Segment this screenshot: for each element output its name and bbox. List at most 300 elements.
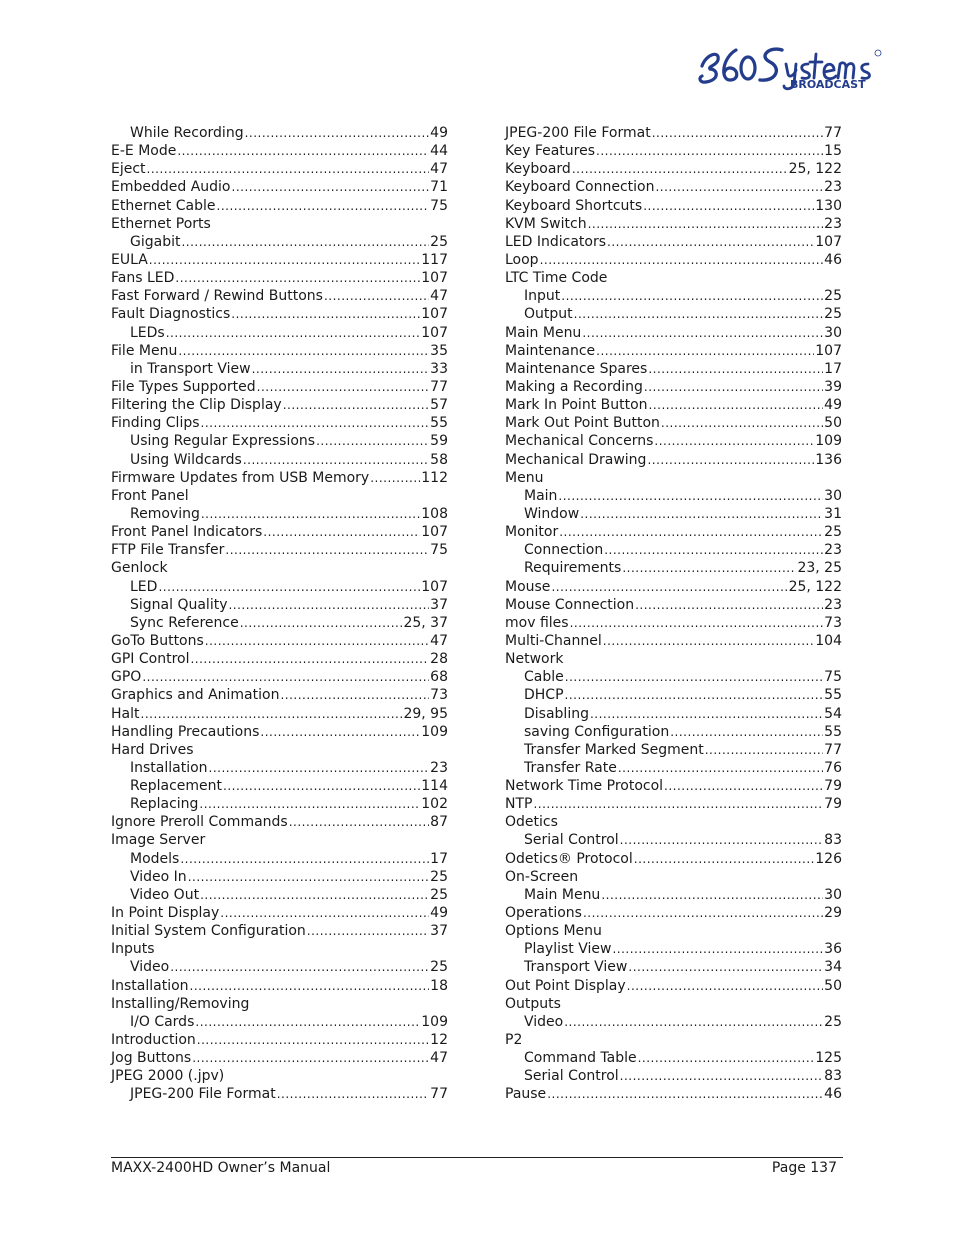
dot-leader: [289, 813, 429, 831]
index-entry: [111, 1031, 448, 1049]
index-entry: [505, 795, 842, 813]
index-entry: [111, 305, 448, 323]
index-entry: [505, 995, 842, 1013]
index-term: LEDs: [130, 324, 165, 341]
index-page-ref: 17: [430, 850, 448, 867]
index-entry: [111, 995, 448, 1013]
dot-leader: [648, 360, 823, 378]
index-entry: [111, 469, 448, 487]
index-page-ref: 102: [421, 796, 448, 813]
index-entry: [505, 632, 842, 650]
index-term: E-E Mode: [111, 143, 177, 160]
index-term: Video Out: [130, 886, 200, 903]
index-term: NTP: [505, 796, 533, 813]
index-term: Front Panel Indicators: [111, 524, 263, 541]
index-page-ref: 47: [430, 161, 448, 178]
index-term: Maintenance Spares: [505, 360, 648, 377]
dot-leader: [316, 432, 429, 450]
dot-leader: [655, 178, 823, 196]
index-subentry: [505, 958, 842, 976]
index-term: LED Indicators: [505, 233, 607, 250]
index-page-ref: 25, 122: [788, 578, 842, 595]
dot-leader: [370, 469, 420, 487]
index-subentry: [111, 578, 448, 596]
index-page-ref: 107: [421, 270, 448, 287]
index-term: JPEG-200 File Format: [130, 1086, 276, 1103]
index-page-ref: 107: [421, 524, 448, 541]
index-page-ref: 79: [824, 796, 842, 813]
index-term: Inputs: [111, 941, 155, 958]
index-subentry: [111, 777, 448, 795]
index-page-ref: 109: [421, 723, 448, 740]
dot-leader: [588, 215, 824, 233]
dot-leader: [190, 650, 429, 668]
index-entry: [111, 632, 448, 650]
index-term: Image Server: [111, 832, 206, 849]
dot-leader: [603, 632, 815, 650]
index-page-ref: 75: [824, 669, 842, 686]
dot-leader: [622, 559, 796, 577]
dot-leader: [644, 378, 823, 396]
index-entry: [505, 813, 842, 831]
index-page-ref: 44: [430, 143, 448, 160]
index-page-ref: 109: [421, 1013, 448, 1030]
index-term: Connection: [524, 542, 604, 559]
index-page-ref: 23: [824, 596, 842, 613]
dot-leader: [572, 160, 788, 178]
index-page-ref: 126: [815, 850, 842, 867]
index-page-ref: 112: [421, 469, 448, 486]
index-term: Window: [524, 505, 580, 522]
index-subentry: [505, 831, 842, 849]
index-page-ref: 75: [430, 542, 448, 559]
index-page-ref: 30: [824, 324, 842, 341]
dot-leader: [232, 178, 430, 196]
index-term: Jog Buttons: [111, 1050, 192, 1067]
index-entry: [505, 850, 842, 868]
dot-leader: [263, 523, 420, 541]
index-page-ref: 23: [824, 542, 842, 559]
index-page-ref: 114: [421, 778, 448, 795]
dot-leader: [245, 124, 430, 142]
index-term: Odetics® Protocol: [505, 850, 633, 867]
index-subentry: [505, 541, 842, 559]
index-entry: [505, 977, 842, 995]
index-entry: [505, 360, 842, 378]
dot-leader: [142, 668, 429, 686]
index-term: Fans LED: [111, 270, 175, 287]
index-entry: [505, 868, 842, 886]
index-term: Replacement: [130, 778, 222, 795]
index-term: Fault Diagnostics: [111, 306, 231, 323]
index-page-ref: 30: [824, 487, 842, 504]
dot-leader: [643, 197, 814, 215]
index-entry: [111, 523, 448, 541]
index-page-ref: 33: [430, 360, 448, 377]
index-entry: [505, 469, 842, 487]
index-term: Requirements: [524, 560, 622, 577]
dot-leader: [570, 614, 824, 632]
dot-leader: [561, 287, 823, 305]
dot-leader: [565, 668, 823, 686]
index-page-ref: 46: [824, 251, 842, 268]
index-term: JPEG-200 File Format: [505, 125, 651, 141]
dot-leader: [547, 1085, 823, 1103]
index-subentry: [505, 686, 842, 704]
index-term: Keyboard Shortcuts: [505, 197, 643, 214]
index-entry: [111, 414, 448, 432]
index-term: saving Configuration: [524, 723, 670, 740]
index-page-ref: 83: [824, 832, 842, 849]
dot-leader: [209, 759, 430, 777]
index-subentry: [111, 451, 448, 469]
index-page-ref: 107: [421, 306, 448, 323]
index-subentry: [111, 124, 448, 142]
index-subentry: [505, 559, 842, 577]
index-term: Loop: [505, 251, 539, 268]
dot-leader: [283, 396, 429, 414]
index-entry: [505, 215, 842, 233]
index-subentry: [111, 850, 448, 868]
index-entry: [505, 614, 842, 632]
index-term: Mark Out Point Button: [505, 415, 660, 432]
index-page-ref: 136: [815, 451, 842, 468]
dot-leader: [223, 777, 420, 795]
index-term: Mouse: [505, 578, 551, 595]
index-entry: [111, 142, 448, 160]
dot-leader: [197, 1031, 429, 1049]
index-subentry: [111, 795, 448, 813]
index-term: Disabling: [524, 705, 589, 722]
index-term: Embedded Audio: [111, 179, 231, 196]
dot-leader: [257, 378, 430, 396]
index-entry: [111, 977, 448, 995]
index-page-ref: 23, 25: [797, 560, 842, 577]
dot-leader: [190, 977, 430, 995]
dot-leader: [147, 160, 430, 178]
index-page-ref: 109: [815, 433, 842, 450]
dot-leader: [540, 251, 824, 269]
index-term: Outputs: [505, 995, 561, 1012]
footer-manual-title: MAXX-2400HD Owner’s Manual: [111, 1160, 331, 1176]
index-page-ref: 25, 37: [403, 614, 448, 631]
index-entry: [505, 523, 842, 541]
dot-leader: [564, 1013, 823, 1031]
logo-graphic: [696, 36, 886, 92]
dot-leader: [551, 578, 787, 596]
dot-leader: [252, 360, 430, 378]
dot-leader: [149, 251, 420, 269]
index-term: Multi-Channel: [505, 632, 602, 649]
index-term: Odetics: [505, 814, 558, 831]
dot-leader: [705, 741, 823, 759]
index-page-ref: 29: [824, 905, 842, 922]
index-term: P2: [505, 1032, 523, 1049]
index-term: Network: [505, 651, 564, 668]
index-term: LTC Time Code: [505, 270, 608, 287]
index-term: Monitor: [505, 524, 559, 541]
index-entry: [505, 142, 842, 160]
dot-leader: [180, 850, 429, 868]
index-term: Keyboard Connection: [505, 179, 655, 196]
dot-leader: [243, 451, 429, 469]
index-term: KVM Switch: [505, 215, 587, 232]
dot-leader: [620, 1067, 824, 1085]
index-entry: [505, 1031, 842, 1049]
index-entry: [111, 215, 448, 233]
index-page-ref: 31: [824, 505, 842, 522]
index-term: Making a Recording: [505, 378, 643, 395]
index-page-ref: 68: [430, 669, 448, 686]
dot-leader: [596, 142, 823, 160]
dot-leader: [195, 1013, 420, 1031]
dot-leader: [158, 578, 420, 596]
index-subentry: [111, 432, 448, 450]
index-entry: [111, 922, 448, 940]
index-entry: [505, 777, 842, 795]
index-term: Serial Control: [524, 1068, 619, 1085]
index-page-ref: 49: [430, 125, 448, 141]
index-page-ref: 77: [430, 1086, 448, 1103]
index-term: Command Table: [524, 1050, 637, 1067]
dot-leader: [620, 831, 824, 849]
index-term: Installation: [111, 977, 189, 994]
index-subentry: [111, 360, 448, 378]
index-entry: [505, 1085, 842, 1103]
dot-leader: [590, 705, 823, 723]
index-term: Mark In Point Button: [505, 397, 648, 414]
index-page-ref: 55: [824, 723, 842, 740]
index-page-ref: 50: [824, 415, 842, 432]
index-term: Installing/Removing: [111, 995, 250, 1012]
index-page-ref: 25: [824, 306, 842, 323]
index-subentry: [111, 505, 448, 523]
company-logo: [696, 36, 886, 92]
index-entry: [111, 686, 448, 704]
index-term: Main Menu: [524, 886, 601, 903]
dot-leader: [225, 541, 429, 559]
dot-leader: [201, 505, 420, 523]
dot-leader: [559, 523, 823, 541]
dot-leader: [533, 795, 823, 813]
index-page-ref: 107: [421, 578, 448, 595]
index-page-ref: 25: [824, 524, 842, 541]
index-page-ref: 29, 95: [403, 705, 448, 722]
index-term: Transfer Marked Segment: [524, 741, 704, 758]
dot-leader: [177, 142, 429, 160]
index-subentry: [505, 1049, 842, 1067]
index-page-ref: 37: [430, 596, 448, 613]
index-page-ref: 49: [824, 397, 842, 414]
index-entry: [111, 487, 448, 505]
index-page-ref: 23: [824, 179, 842, 196]
index-column-left: [111, 124, 448, 1104]
dot-leader: [618, 759, 823, 777]
dot-leader: [649, 396, 824, 414]
index-page-ref: 49: [430, 905, 448, 922]
index-term: Mouse Connection: [505, 596, 635, 613]
dot-leader: [638, 1049, 815, 1067]
index-page-ref: 71: [430, 179, 448, 196]
logo-subtext: BROADCAST: [790, 78, 866, 91]
index-page-ref: 77: [430, 378, 448, 395]
index-page-ref: 15: [824, 143, 842, 160]
index-entry: [505, 342, 842, 360]
index-term: Network Time Protocol: [505, 778, 664, 795]
dot-leader: [231, 305, 420, 323]
dot-leader: [178, 342, 429, 360]
index-term: Cable: [524, 669, 564, 686]
index-term: Filtering the Clip Display: [111, 397, 282, 414]
index-term: Using Regular Expressions: [130, 433, 316, 450]
index-page-ref: 25: [430, 959, 448, 976]
index-term: GPI Control: [111, 651, 190, 668]
dot-leader: [670, 723, 823, 741]
index-page-ref: 117: [421, 251, 448, 268]
index-page-ref: 25: [430, 886, 448, 903]
index-term: Genlock: [111, 560, 168, 577]
index-page-ref: 107: [421, 324, 448, 341]
index-term: Halt: [111, 705, 140, 722]
dot-leader: [583, 904, 823, 922]
index-subentry: [505, 305, 842, 323]
index-term: Replacing: [130, 796, 199, 813]
index-subentry: [505, 1067, 842, 1085]
index-page-ref: 39: [824, 378, 842, 395]
dot-leader: [604, 541, 823, 559]
index-entry: [111, 1067, 448, 1085]
index-page-ref: 47: [430, 288, 448, 305]
index-entry: [111, 904, 448, 922]
index-entry: [505, 451, 842, 469]
index-entry: [505, 269, 842, 287]
index-term: Output: [524, 306, 573, 323]
index-term: Eject: [111, 161, 146, 178]
index-term: Fast Forward / Rewind Buttons: [111, 288, 323, 305]
index-term: GoTo Buttons: [111, 632, 204, 649]
index-page-ref: 73: [824, 614, 842, 631]
index-entry: [111, 396, 448, 414]
index-subentry: [111, 614, 448, 632]
index-term: Front Panel: [111, 487, 189, 504]
dot-leader: [628, 958, 823, 976]
index-page-ref: 125: [815, 1050, 842, 1067]
index-term: Maintenance: [505, 342, 596, 359]
dot-leader: [228, 596, 429, 614]
index-page-ref: 25: [824, 288, 842, 305]
index-page-ref: 25, 122: [788, 161, 842, 178]
index-term: GPO: [111, 669, 142, 686]
index-entry: [111, 741, 448, 759]
dot-leader: [647, 451, 814, 469]
index-page-ref: 58: [430, 451, 448, 468]
dot-leader: [205, 632, 429, 650]
index-page-ref: 76: [824, 759, 842, 776]
index-page-ref: 37: [430, 923, 448, 940]
index-entry: [111, 287, 448, 305]
index-page-ref: 55: [824, 687, 842, 704]
index-page-ref: 54: [824, 705, 842, 722]
dot-leader: [175, 269, 420, 287]
index-entry: [505, 414, 842, 432]
index-term: FTP File Transfer: [111, 542, 225, 559]
index-entry: [111, 723, 448, 741]
index-subentry: [505, 287, 842, 305]
index-entry: [505, 596, 842, 614]
index-page-ref: 79: [824, 778, 842, 795]
index-entry: [111, 178, 448, 196]
dot-leader: [574, 305, 824, 323]
dot-leader: [601, 886, 823, 904]
index-subentry: [111, 759, 448, 777]
index-entry: [111, 197, 448, 215]
dot-leader: [661, 414, 823, 432]
index-entry: [111, 813, 448, 831]
index-page-ref: 107: [815, 342, 842, 359]
index-term: Pause: [505, 1086, 547, 1103]
index-term: Hard Drives: [111, 741, 194, 758]
index-entry: [505, 432, 842, 450]
index-term: Signal Quality: [130, 596, 228, 613]
index-subentry: [111, 868, 448, 886]
index-term: Transfer Rate: [524, 759, 617, 776]
dot-leader: [582, 324, 823, 342]
index-term: Video In: [130, 868, 187, 885]
index-column-right: [505, 124, 842, 1104]
footer-page-number: Page 137: [771, 1160, 837, 1176]
index-entry: [111, 831, 448, 849]
dot-leader: [200, 886, 429, 904]
index-term: Sync Reference: [130, 614, 239, 631]
index-entry: [505, 251, 842, 269]
index-term: Installation: [130, 759, 208, 776]
dot-leader: [634, 850, 815, 868]
index-term: Video: [524, 1013, 564, 1030]
index-page-ref: 18: [430, 977, 448, 994]
index-term: Main Menu: [505, 324, 582, 341]
index-entry: [505, 160, 842, 178]
index-term: Mechanical Drawing: [505, 451, 647, 468]
index-term: Initial System Configuration: [111, 923, 306, 940]
index-entry: [111, 668, 448, 686]
index-entry: [505, 197, 842, 215]
index-term: Input: [524, 288, 561, 305]
index-term: Ignore Preroll Commands: [111, 814, 288, 831]
index-subentry: [505, 886, 842, 904]
index-subentry: [505, 741, 842, 759]
index-page-ref: 17: [824, 360, 842, 377]
dot-leader: [635, 596, 823, 614]
index-term: Firmware Updates from USB Memory: [111, 469, 370, 486]
dot-leader: [192, 1049, 429, 1067]
index-page-ref: 77: [824, 125, 842, 141]
index-term: Serial Control: [524, 832, 619, 849]
dot-leader: [240, 614, 403, 632]
dot-leader: [188, 868, 429, 886]
index-subentry: [505, 940, 842, 958]
index-page-ref: 23: [824, 215, 842, 232]
index-subentry: [111, 958, 448, 976]
index-subentry: [505, 759, 842, 777]
index-entry: [505, 904, 842, 922]
dot-leader: [558, 487, 823, 505]
index-subentry: [505, 723, 842, 741]
index-term: Handling Precautions: [111, 723, 260, 740]
index-entry: [111, 541, 448, 559]
index-entry: [505, 178, 842, 196]
dot-leader: [324, 287, 429, 305]
index-subentry: [505, 705, 842, 723]
